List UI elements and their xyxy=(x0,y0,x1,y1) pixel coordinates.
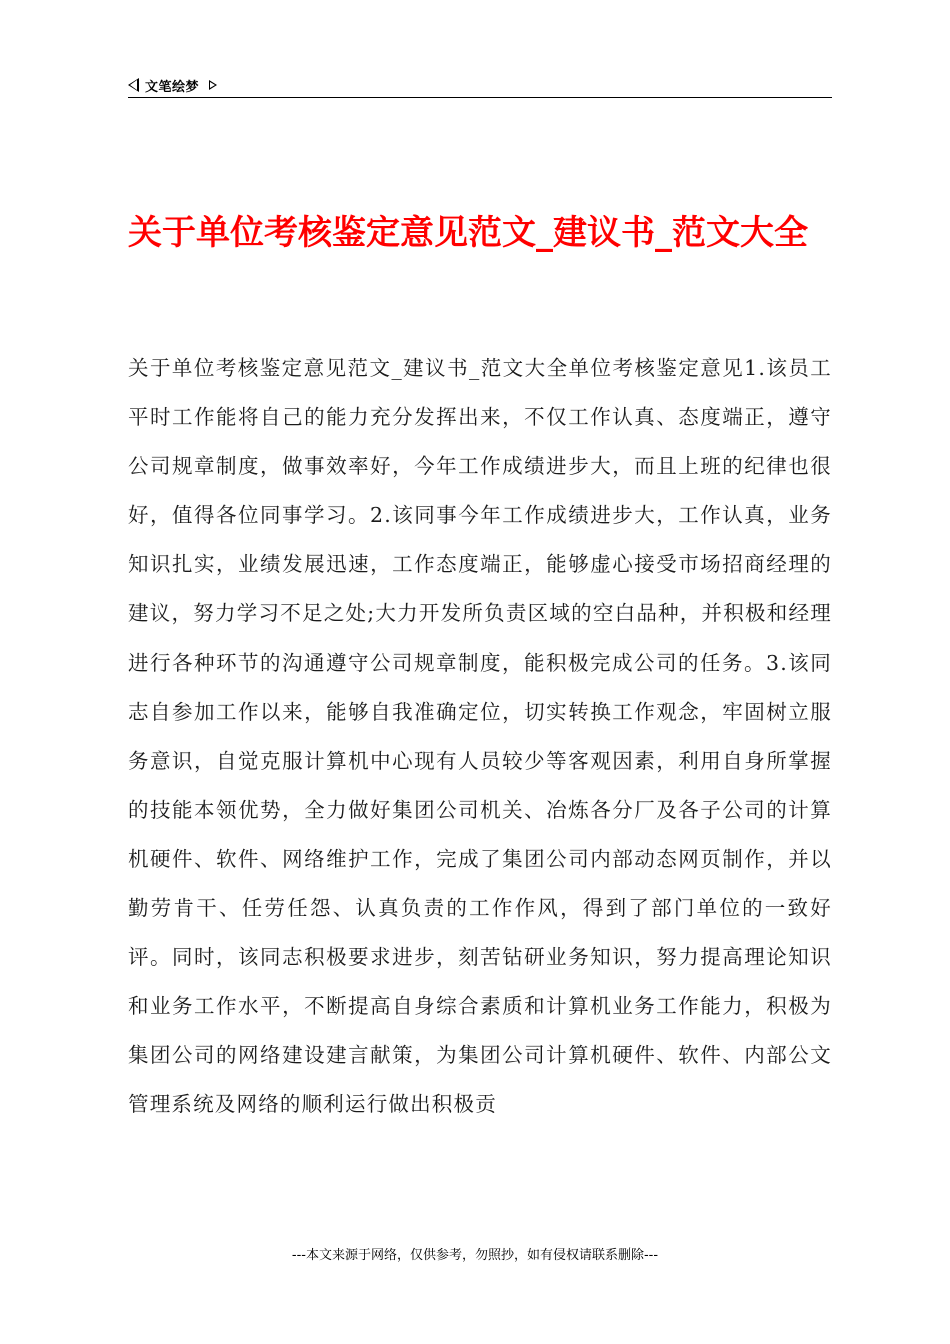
document-title: 关于单位考核鉴定意见范文_建议书_范文大全 xyxy=(128,213,808,253)
page-header xyxy=(128,74,832,98)
page-footer-note: ---本文来源于网络，仅供参考，勿照抄，如有侵权请联系删除--- xyxy=(291,1248,659,1263)
triangle-right-icon xyxy=(209,80,217,90)
header-brand-group xyxy=(128,74,217,96)
brand-name: 文笔绘梦 xyxy=(145,79,200,95)
document-body: 关于单位考核鉴定意见范文_建议书_范文大全单位考核鉴定意见1.该员工平时工作能将自己的能力充分发挥出来，不仅工作认真、态度端正，遵守公司规章制度，做事效率好，今年工作成绩进步大，而且上班的纪律也很好，值得各位同事学习。2.该同事今年工作成绩进步大，工作认真，业务知识扎实，业绩发展迅速，工作态度端正，能够虚心接受市场招商经理的建议，努力学习不足之处;大力开发所负责区域的空白品种，并积极和经理进行各种环节的沟通遵守公司规章制度，能积极完成公司的任务。3.该同志自参加工作以来，能够自我准确定位，切实转换工作观念，牢固树立服务意识，自觉克服计算机中心现有人员较少等客观因素，利用自身所掌握的技能本领优势，全力做好集团公司机关、冶炼各分厂及各子公司的计算机硬件、软件、网络维护工作，完成了集团公司内部动态网页制作，并以勤劳肯干、任劳任怨、认真负责的工作作风，得到了部门单位的一致好评。同时，该同志积极要求进步，刻苦钻研业务知识，努力提高理论知识和业务工作水平，不断提高自身综合素质和计算机业务工作能力，积极为集团公司的网络建设建言献策，为集团公司计算机硬件、软件、内部公文管理系统及网络的顺利运行做出积极贡 xyxy=(128,356,832,1117)
triangle-left-icon xyxy=(128,78,139,92)
